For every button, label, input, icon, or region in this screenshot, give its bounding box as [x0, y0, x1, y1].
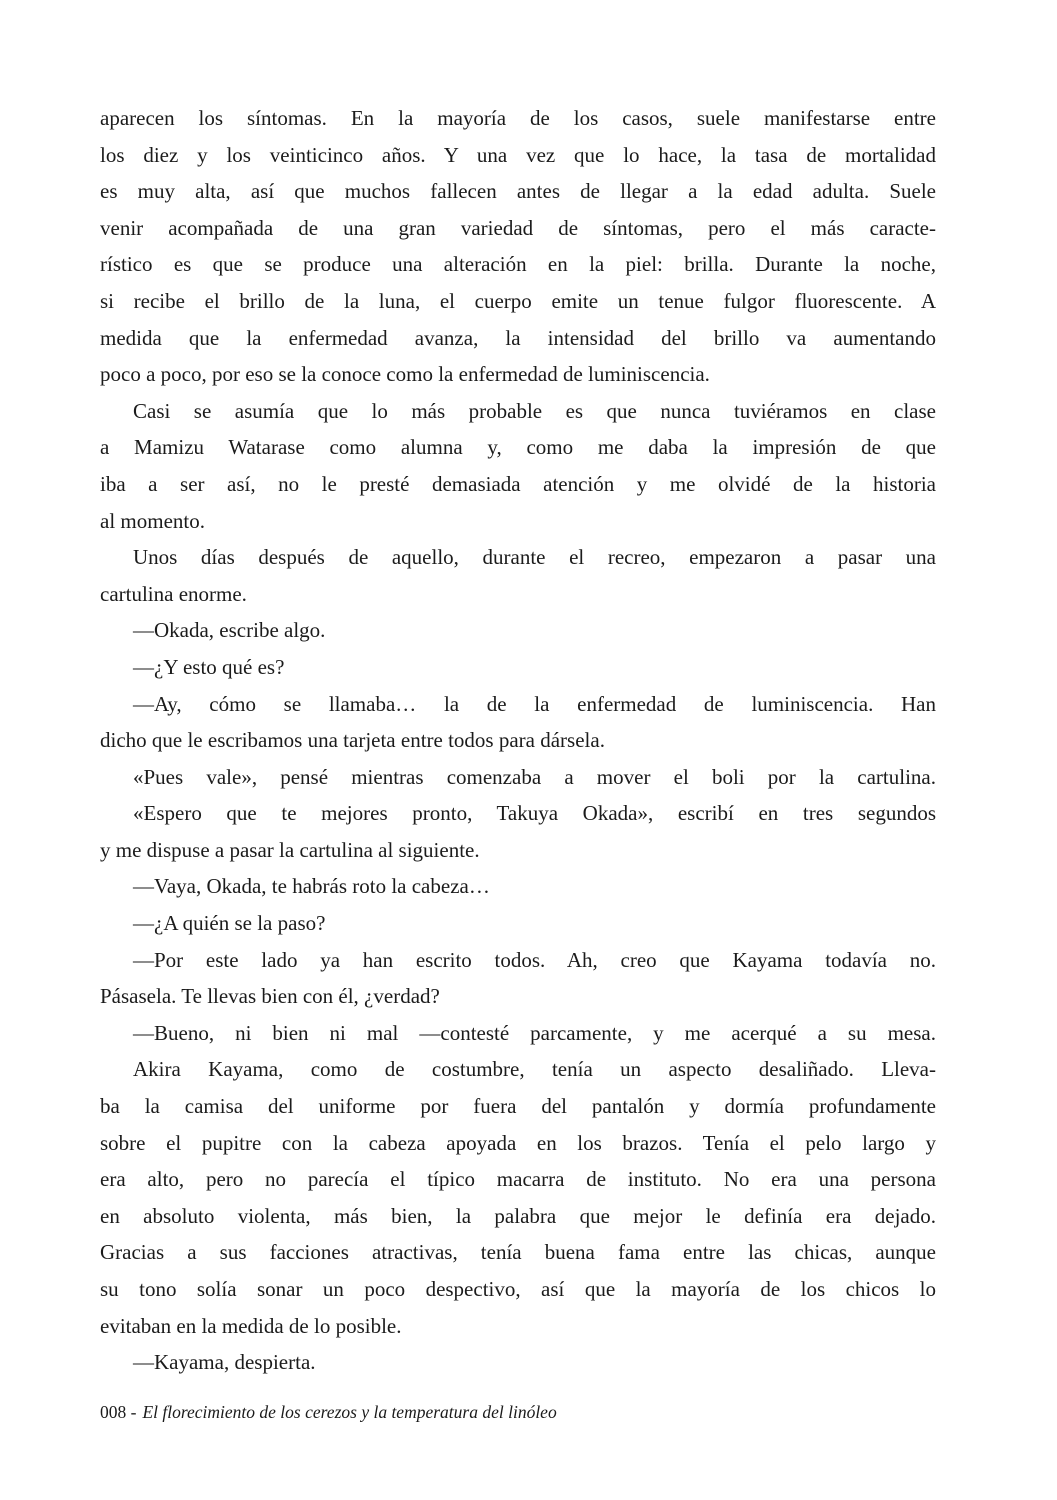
text-line: su tono solía sonar un poco despectivo, así que la mayoría de los chicos lo [100, 1277, 936, 1301]
text-line: era alto, pero no parecía el típico macarra de instituto. No era una persona [100, 1167, 936, 1192]
paragraph [100, 795, 936, 868]
text-line: ba la camisa del uniforme por fuera del pantalón y dormía profundamente [100, 1094, 936, 1119]
text-line: medida que la enfermedad avanza, la intensidad del brillo va aumentando [100, 325, 936, 350]
text-line: venir acompañada de una gran variedad de síntomas, pero el más caracte- [100, 215, 936, 240]
text-line: poco a poco, por eso se la conoce como la enfermedad de luminiscencia. [100, 362, 710, 387]
text-line: Unos días después de aquello, durante el recreo, empezaron a pasar una [133, 545, 936, 570]
text-line: —Kayama, despierta. [133, 1350, 316, 1375]
paragraph [100, 905, 936, 942]
text-line: —Por este lado ya han escrito todos. Ah, creo que Kayama todavía no. [133, 947, 936, 972]
paragraph [100, 612, 936, 649]
page-number: 008 - [100, 1402, 137, 1422]
paragraph [100, 868, 936, 905]
text-line: aparecen los síntomas. En la mayoría de los casos, suele manifestarse entre [100, 106, 936, 130]
book-title: El florecimiento de los cerezos y la temperatura del linóleo [142, 1402, 557, 1422]
paragraph [100, 1051, 936, 1344]
text-line: dicho que le escribamos una tarjeta entre todos para dársela. [100, 728, 605, 753]
text-line: en absoluto violenta, más bien, la palabra que mejor le definía era dejado. [100, 1203, 936, 1228]
text-line: sobre el pupitre con la cabeza apoyada en los brazos. Tenía el pelo largo y [100, 1130, 936, 1155]
paragraph [100, 393, 936, 539]
text-line: es muy alta, así que muchos fallecen antes de llegar a la edad adulta. Suele [100, 179, 936, 204]
text-line: rístico es que se produce una alteración en la piel: brilla. Durante la noche, [100, 252, 936, 277]
text-line: «Espero que te mejores pronto, Takuya Okada», escribí en tres segundos [133, 801, 936, 826]
text-line: evitaban en la medida de lo posible. [100, 1313, 402, 1338]
paragraph [100, 539, 936, 612]
text-line: Gracias a sus facciones atractivas, tenía buena fama entre las chicas, aunque [100, 1240, 936, 1265]
text-line: a Mamizu Watarase como alumna y, como me daba la impresión de que [100, 435, 936, 460]
text-line: los diez y los veinticinco años. Y una vez que lo hace, la tasa de mortalidad [100, 142, 936, 167]
paragraph [100, 942, 936, 1015]
paragraph [100, 1344, 936, 1381]
text-line: Pásasela. Te llevas bien con él, ¿verdad? [100, 984, 440, 1009]
paragraph [100, 649, 936, 686]
footer [100, 1398, 557, 1426]
text-line: —¿Y esto qué es? [133, 654, 285, 679]
text-line: Casi se asumía que lo más probable es que nunca tuviéramos en clase [133, 398, 936, 423]
paragraph [100, 686, 936, 759]
text-line: iba a ser así, no le presté demasiada atención y me olvidé de la historia [100, 471, 936, 496]
text-line: y me dispuse a pasar la cartulina al siguiente. [100, 837, 480, 862]
text-line: al momento. [100, 508, 205, 533]
text-line: —Bueno, ni bien ni mal —contesté parcamente, y me acerqué a su mesa. [133, 1020, 936, 1045]
text-line: cartulina enorme. [100, 581, 247, 606]
text-line: —Vaya, Okada, te habrás roto la cabeza… [133, 874, 490, 899]
text-line: —¿A quién se la paso? [133, 911, 326, 936]
text-line: —Okada, escribe algo. [133, 618, 326, 643]
paragraph [100, 1015, 936, 1052]
paragraph [100, 759, 936, 796]
text-block [100, 100, 936, 1381]
text-line: Akira Kayama, como de costumbre, tenía un aspecto desaliñado. Lleva- [133, 1057, 936, 1082]
text-line: si recibe el brillo de la luna, el cuerpo emite un tenue fulgor fluorescente. A [100, 288, 936, 313]
text-line: —Ay, cómo se llamaba… la de la enfermedad de luminiscencia. Han [133, 691, 936, 716]
paragraph [100, 100, 936, 393]
text-line: «Pues vale», pensé mientras comenzaba a mover el boli por la cartulina. [133, 764, 936, 789]
